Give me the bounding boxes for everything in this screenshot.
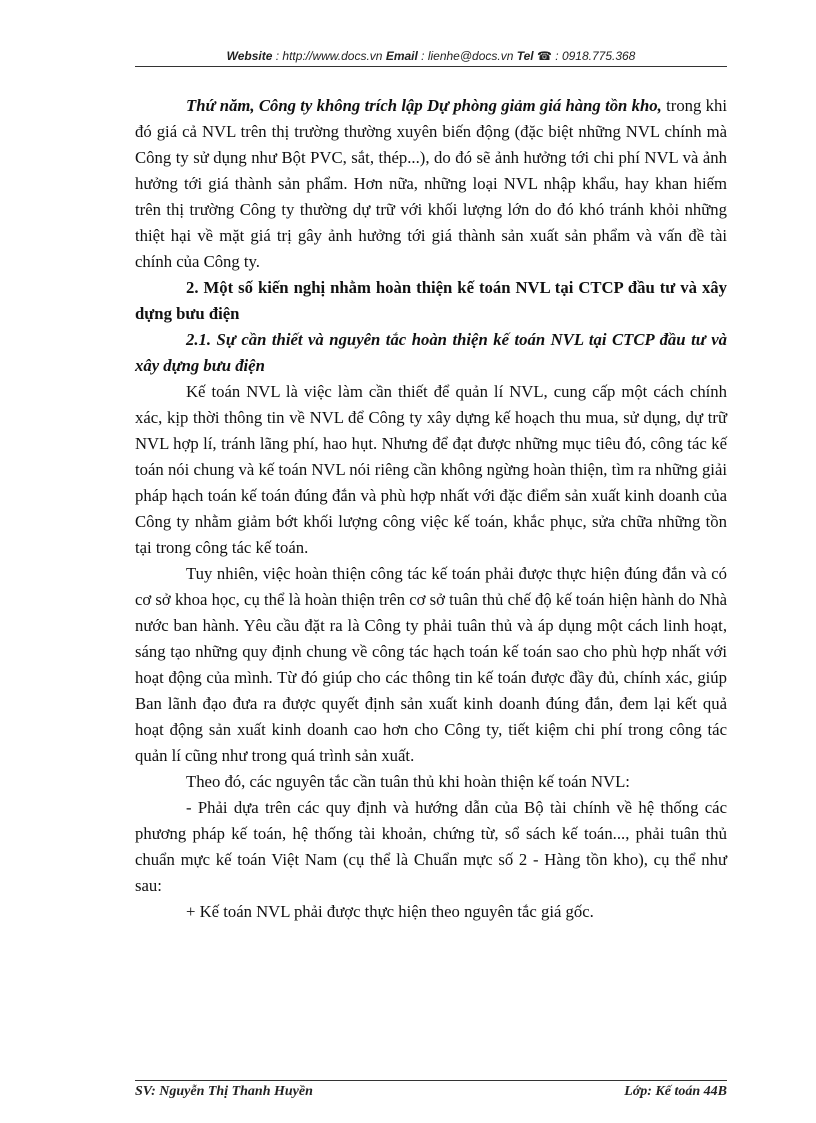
- tel-value: : 0918.775.368: [551, 49, 636, 63]
- paragraph-3: Tuy nhiên, việc hoàn thiện công tác kế toán phải được thực hiện đúng đắn và có cơ sở khoa học, cụ thể là hoàn thiện trên cơ sở tuân thủ chế độ kế toán hiện hành do Nhà nước ban hành. Yêu cầu đặt ra là Công ty phải tuân thủ và áp dụng một cách linh hoạt, sáng tạo những quy định chung về công tác hạch toán kế toán sao cho phù hợp nhất với hoạt động của mình. Từ đó giúp cho các thông tin kế toán được đầy đủ, chính xác, giúp Ban lãnh đạo đưa ra được quyết định sản xuất kinh doanh đúng đắn, đem lại kết quả hoạt động sản xuất kinh doanh cao hơn cho Công ty, tiết kiệm chi phí trong công tác quản lí cũng như trong quá trình sản xuất.: [135, 564, 727, 765]
- footer-divider: [135, 1080, 727, 1081]
- document-body: [135, 93, 727, 925]
- paragraph-6: + Kế toán NVL phải được thực hiện theo nguyên tắc giá gốc.: [186, 902, 594, 921]
- subsection-heading-2-1: 2.1. Sự cần thiết và nguyên tắc hoàn thiện kế toán NVL tại CTCP đầu tư và xây dựng bưu điện: [135, 330, 727, 375]
- page-header: [135, 49, 727, 63]
- website-label: Website: [226, 49, 273, 63]
- footer-author: SV: Nguyễn Thị Thanh Huyền: [135, 1084, 313, 1099]
- paragraph-1-rest: trong khi đó giá cả NVL trên thị trường thường xuyên biến động (đặc biệt những NVL chính mà Công ty sử dụng như Bột PVC, sắt, thép...), do đó sẽ ảnh hưởng tới chi phí NVL và ảnh hưởng tới giá thành sản phẩm. Hơn nữa, những loại NVL nhập khẩu, hay khan hiếm trên thị trường Công ty thường dự trữ với khối lượng lớn do đó khó tránh khỏi những thiệt hại về mặt giá trị gây ảnh hưởng tới giá thành sản xuất sản phẩm và vấn đề tài chính của Công ty.: [135, 96, 727, 271]
- website-value: : http://www.docs.vn: [272, 49, 386, 63]
- paragraph-1-lead: Thứ năm, Công ty không trích lập Dự phòng giảm giá hàng tồn kho,: [186, 96, 662, 115]
- tel-label: Tel: [516, 49, 534, 63]
- paragraph-1: [135, 93, 727, 275]
- email-value: : lienhe@docs.vn: [417, 49, 517, 63]
- footer-class: Lớp: Kế toán 44B: [624, 1084, 727, 1099]
- paragraph-5: - Phải dựa trên các quy định và hướng dẫn của Bộ tài chính về hệ thống các phương pháp kế toán, hệ thống tài khoản, chứng từ, sổ sách kế toán..., phải tuân thủ chuẩn mực kế toán Việt Nam (cụ thể là Chuẩn mực số 2 - Hàng tồn kho), cụ thể như sau:: [135, 798, 727, 895]
- paragraph-2: Kế toán NVL là việc làm cần thiết để quản lí NVL, cung cấp một cách chính xác, kịp thời thông tin về NVL để Công ty xây dựng kế hoạch thu mua, sử dụng, dự trữ NVL hợp lí, tránh lãng phí, hao hụt. Nhưng để đạt được những mục tiêu đó, công tác kế toán nói chung và kế toán NVL nói riêng cần không ngừng hoàn thiện, tìm ra những giải pháp hạch toán kế toán đúng đắn và phù hợp nhất với đặc điểm sản xuất kinh doanh của Công ty nhằm giảm bớt khối lượng công việc kế toán, khắc phục, sửa chữa những tồn tại trong công tác kế toán.: [135, 382, 727, 557]
- phone-icon: ☎: [536, 49, 552, 63]
- email-label: Email: [385, 49, 418, 63]
- paragraph-4: Theo đó, các nguyên tắc cần tuân thủ khi hoàn thiện kế toán NVL:: [186, 772, 630, 791]
- section-heading-2: 2. Một số kiến nghị nhằm hoàn thiện kế toán NVL tại CTCP đầu tư và xây dựng bưu điện: [135, 278, 727, 323]
- header-divider: [135, 66, 727, 67]
